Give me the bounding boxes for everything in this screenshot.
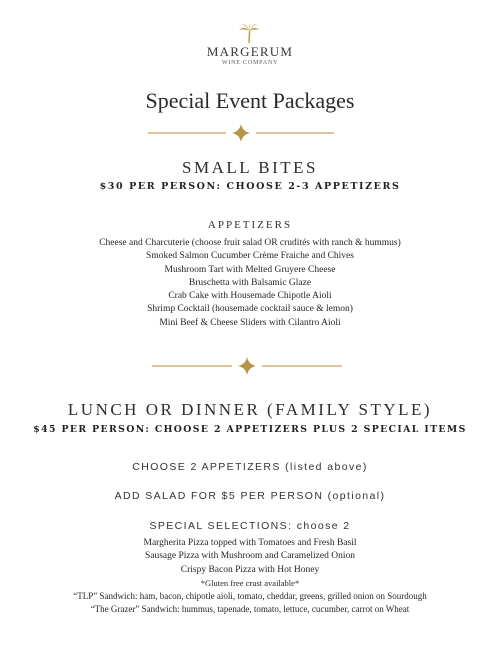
- appetizer-list: [0, 237, 500, 330]
- list-item: Smoked Salmon Cucumber Crème Fraiche and Chives: [146, 251, 354, 262]
- lunch-dinner-price: $45 PER PERSON: CHOOSE 2 APPETIZERS PLUS 2 SPECIAL ITEMS: [33, 424, 467, 435]
- appetizers-heading: APPETIZERS: [207, 219, 293, 231]
- special-selections-list: [0, 537, 500, 617]
- list-item: Mushroom Tart with Melted Gruyere Cheese: [164, 264, 336, 275]
- divider-top: [0, 123, 500, 143]
- four-point-star-icon: [238, 357, 256, 375]
- palm-tree-icon: [236, 22, 262, 44]
- four-point-star-icon: [232, 124, 250, 142]
- brand-tagline: WINE COMPANY: [221, 60, 279, 66]
- gluten-free-note: *Gluten free crust available*: [200, 577, 300, 588]
- lunch-dinner-heading: LUNCH OR DINNER (FAMILY STYLE): [67, 400, 433, 419]
- add-salad-line: ADD SALAD FOR $5 PER PERSON (optional): [114, 490, 386, 502]
- list-item: Sausage Pizza with Mushroom and Caramelized Onion: [144, 551, 355, 562]
- list-item: Bruschetta with Balsamic Glaze: [188, 277, 312, 288]
- list-item: Cheese and Charcuterie (choose fruit salad OR crudités with ranch & hummus): [99, 238, 401, 248]
- small-bites-price: $30 PER PERSON: CHOOSE 2-3 APPETIZERS: [99, 181, 401, 192]
- list-item: Crab Cake with Housemade Chipotle Aioli: [168, 291, 332, 302]
- list-item: Shrimp Cocktail (housemade cocktail sauce & lemon): [147, 304, 353, 315]
- list-item: Crispy Bacon Pizza with Hot Honey: [180, 564, 320, 575]
- list-item: “TLP” Sandwich: ham, bacon, chipotle aioli, tomato, cheddar, greens, grilled onion on Sourdough: [73, 591, 427, 602]
- divider-middle: [0, 356, 500, 376]
- special-selections-heading: SPECIAL SELECTIONS: choose 2: [149, 520, 351, 532]
- page-title: Special Event Packages: [145, 88, 355, 113]
- small-bites-heading: SMALL BITES: [182, 158, 318, 177]
- list-item: “The Grazer” Sandwich: hummus, tapenade, tomato, lettuce, cucumber, carrot on Wheat: [90, 604, 410, 615]
- brand-name: MARGERUM: [206, 44, 294, 59]
- list-item: Margherita Pizza topped with Tomatoes and Fresh Basil: [143, 538, 357, 548]
- choose-appetizers-line: CHOOSE 2 APPETIZERS (listed above): [132, 461, 368, 473]
- list-item: Mini Beef & Cheese Sliders with Cilantro Aioli: [159, 317, 341, 328]
